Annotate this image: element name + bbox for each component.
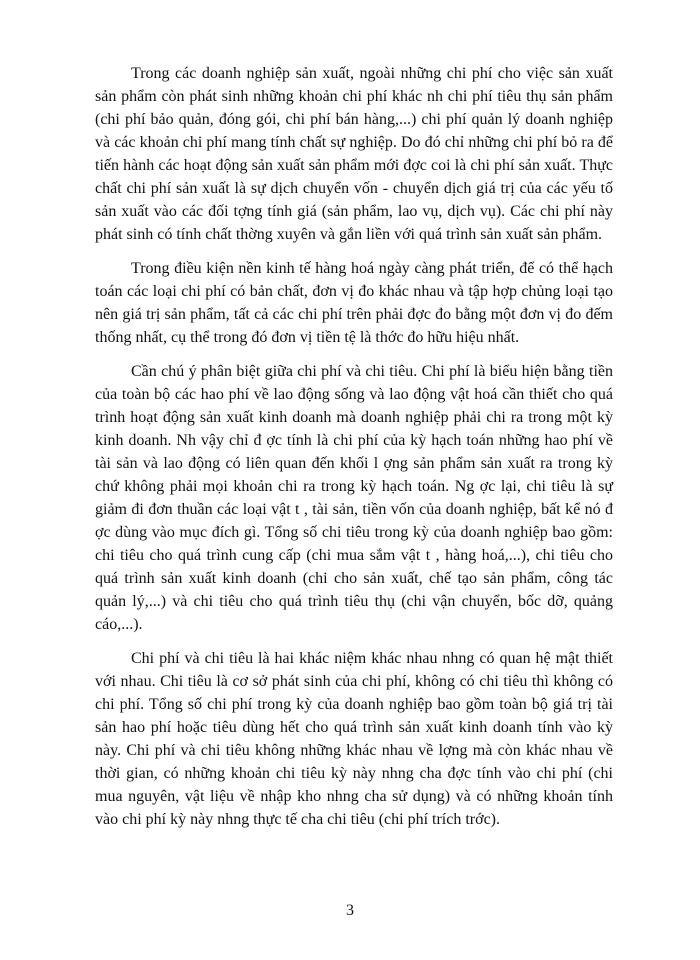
- page-number: 3: [346, 902, 354, 919]
- body-text: [95, 62, 613, 842]
- paragraph-monetary-measure: Trong điều kiện nền kinh tế hàng hoá ngày càng phát triển, để có thể hạch toán các loại chi phí có bản chất, đơn vị đo khác nhau và tập hợp chủng loại tạo nên giá trị sản phẩm, tất cả các chi phí trên phải đợc đo bằng một đơn vị đo đếm thống nhất, cụ thể trong đó đơn vị tiền tệ là thớc đo hữu hiệu nhất.: [95, 260, 613, 346]
- paragraph-cost-vs-expenditure: Cần chú ý phân biệt giữa chi phí và chi tiêu. Chi phí là biểu hiện bằng tiền của toàn bộ các hao phí về lao động sống và lao động vật hoá cần thiết cho quá trình hoạt động sản xuất kinh doanh mà doanh nghiệp phải chi ra trong một kỳ kinh doanh. Nh vậy chỉ đ ợc tính là chi phí của kỳ hạch toán những hao phí về tài sản và lao động có liên quan đến khối l ợng sản phẩm sản xuất ra trong kỳ chứ không phải mọi khoản chi ra trong kỳ hạch toán. Ng ợc lại, chi tiêu là sự giảm đi đơn thuần các loại vật t , tài sản, tiền vốn của doanh nghiệp, bất kể nó đ ợc dùng vào mục đích gì. Tổng số chi tiêu trong kỳ của doanh nghiệp bao gồm: chi tiêu cho quá trình cung cấp (chi mua sắm vật t , hàng hoá,...), chi tiêu cho quá trình sản xuất kinh doanh (chi cho sản xuất, chế tạo sản phẩm, công tác quản lý,...) và chi tiêu cho quá trình tiêu thụ (chi vận chuyển, bốc dỡ, quảng cáo,...).: [95, 363, 613, 633]
- paragraph-production-costs: Trong các doanh nghiệp sản xuất, ngoài những chi phí cho việc sản xuất sản phẩm còn phát sinh những khoản chi phí khác nh chi phí tiêu thụ sản phẩm (chi phí bảo quản, đóng gói, chi phí bán hàng,...) chi phí quản lý doanh nghiệp và các khoản chi phí mang tính chất sự nghiệp. Do đó chỉ những chi phí bỏ ra để tiến hành các hoạt động sản xuất sản phẩm mới đợc coi là chi phí sản xuất. Thực chất chi phí sản xuất là sự dịch chuyển vốn - chuyển dịch giá trị của các yếu tố sản xuất vào các đối tợng tính giá (sản phẩm, lao vụ, dịch vụ). Các chi phí này phát sinh có tính chất thờng xuyên và gắn liền với quá trình sản xuất sản phẩm.: [95, 65, 613, 243]
- paragraph-cost-expenditure-relation: Chi phí và chi tiêu là hai khác niệm khác nhau nhng có quan hệ mật thiết với nhau. Chi tiêu là cơ sở phát sinh của chi phí, không có chi tiêu thì không có chi phí. Tổng số chi phí trong kỳ của doanh nghiệp bao gồm toàn bộ giá trị tài sản hao phí hoặc tiêu dùng hết cho quá trình sản xuất kinh doanh tính vào kỳ này. Chi phí và chi tiêu không những khác nhau về lợng mà còn khác nhau về thời gian, có những khoản chi tiêu kỳ này nhng cha đợc tính vào chi phí (chi mua nguyên, vật liệu về nhập kho nhng cha sử dụng) và có những khoản tính vào chi phí kỳ này nhng thực tế cha chi tiêu (chi phí trích trớc).: [95, 650, 613, 828]
